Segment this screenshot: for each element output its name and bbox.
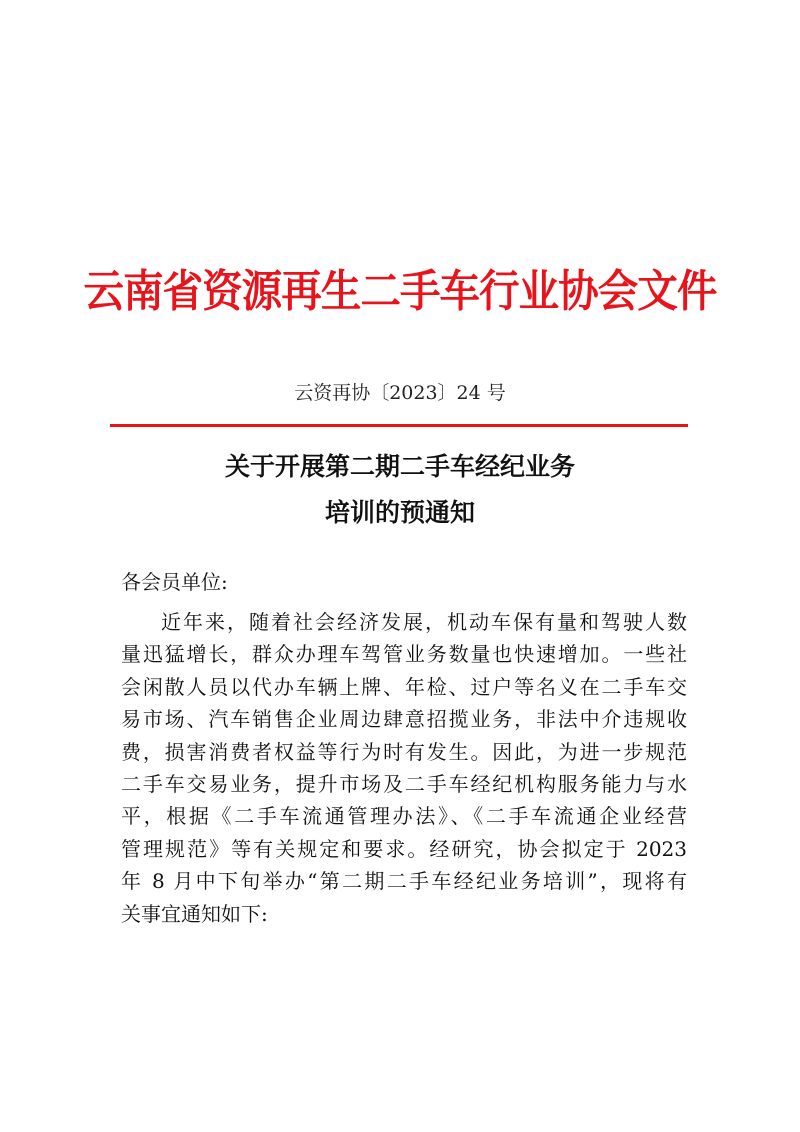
body-line-text: 管理规范》等有关规定和要求。经研究，协会拟定于 2023 [121,836,687,861]
body-line-text: 费，损害消费者权益等行为时有发生。因此，为进一步规范 [121,739,687,764]
body-line [121,898,687,930]
body-line [121,703,687,735]
body-line [121,865,687,897]
title-line-1: 关于开展第二期二手车经纪业务 [224,452,575,481]
body-line-text: 二手车交易业务，提升市场及二手车经纪机构服务能力与水 [121,771,687,796]
org-header: 云南省资源再生二手车行业协会文件 [83,266,717,317]
body-line [121,638,687,670]
body-line [121,736,687,768]
body-line-text: 年 8 月中下旬举办“第二期二手车经纪业务培训”，现将有 [121,869,687,894]
body-line [121,800,687,832]
salutation: 各会员单位: [121,570,228,594]
body-line-text: 易市场、汽车销售企业周边肆意招揽业务，非法中介违规收 [121,707,687,732]
document-title [0,444,800,536]
red-divider [110,424,688,427]
body-line-text: 近年来，随着社会经济发展，机动车保有量和驾驶人数 [161,610,687,634]
title-line-2: 培训的预通知 [324,498,475,527]
body-line [121,833,687,865]
body-line-text: 量迅猛增长，群众办理车驾管业务数量也快速增加。一些社 [121,642,687,667]
body-line-text: 会闲散人员以代办车辆上牌、年检、过户等名义在二手车交 [121,674,687,699]
body-line [121,768,687,800]
body-line-text: 平，根据《二手车流通管理办法》、《二手车流通企业经营 [121,804,687,829]
body-paragraph [121,606,687,930]
body-line [121,671,687,703]
body-line-text: 关事宜通知如下: [121,901,268,926]
body-line [121,606,687,638]
doc-number: 云资再协〔2023〕24 号 [294,382,506,404]
